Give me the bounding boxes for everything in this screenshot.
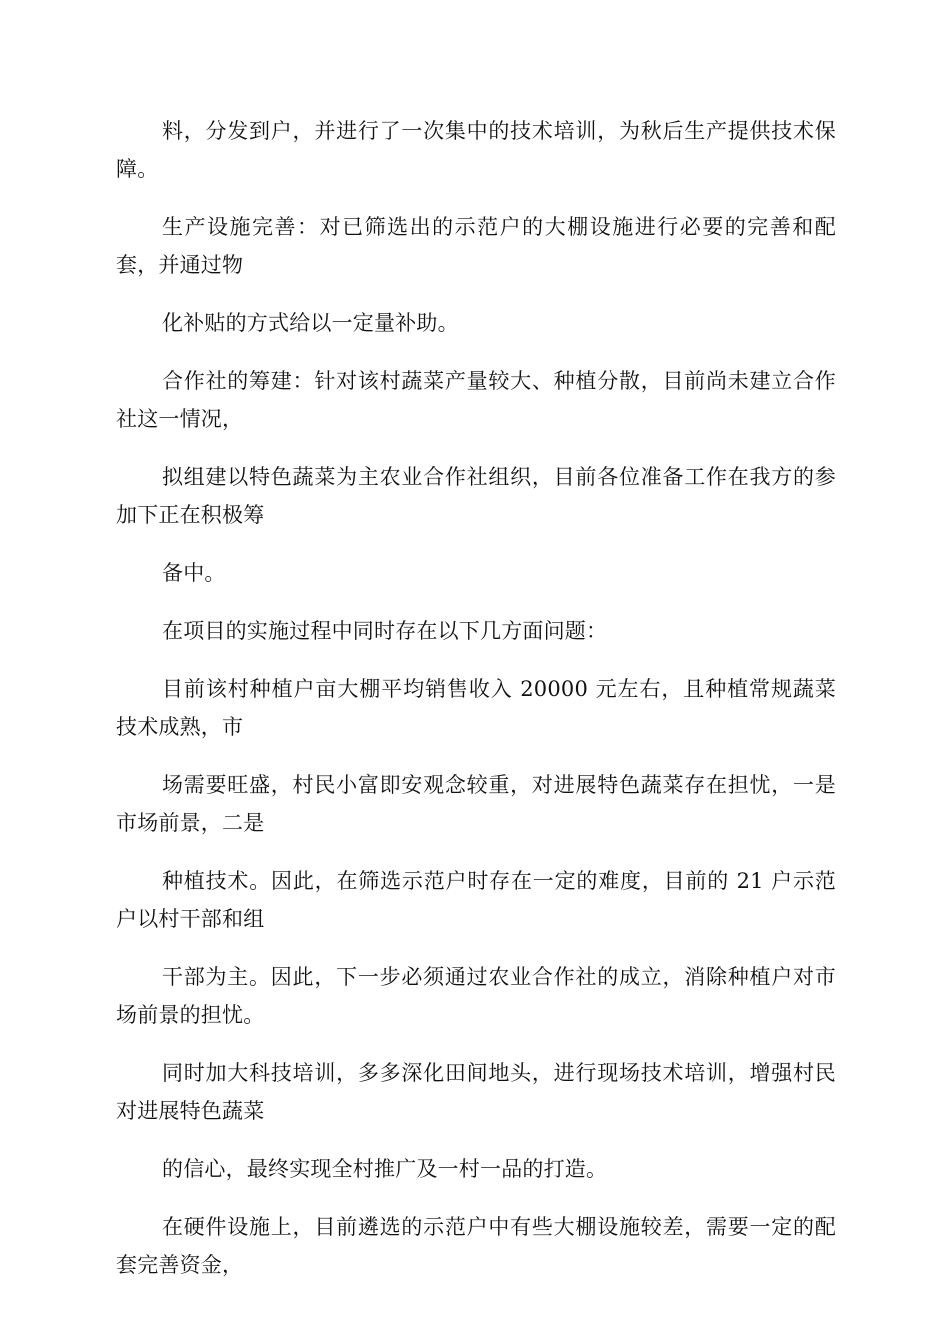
paragraph-13: 的信心，最终实现全村推广及一村一品的打造。 (162, 1157, 608, 1181)
paragraph-5: 拟组建以特色蔬菜为主农业合作社组织，目前各位准备工作在我方的参加下正在积极筹 (116, 465, 836, 527)
paragraph-3: 化补贴的方式给以一定量补助。 (162, 311, 459, 335)
document-page (116, 112, 836, 1284)
paragraph-9: 场需要旺盛，村民小富即安观念较重，对进展特色蔬菜存在担忧，一是市场前景，二是 (116, 773, 836, 835)
paragraph-1: 料，分发到户，并进行了一次集中的技术培训，为秋后生产提供技术保障。 (116, 119, 836, 181)
paragraph-6: 备中。 (162, 561, 226, 585)
paragraph-2: 生产设施完善：对已筛选出的示范户的大棚设施进行必要的完善和配套，并通过物 (116, 215, 836, 277)
paragraph-7: 在项目的实施过程中同时存在以下几方面问题： (162, 619, 608, 643)
paragraph-4: 合作社的筹建：针对该村蔬菜产量较大、种植分散，目前尚未建立合作社这一情况， (116, 369, 836, 431)
paragraph-10: 种植技术。因此，在筛选示范户时存在一定的难度，目前的 21 户示范户以村干部和组 (116, 869, 836, 931)
paragraph-12: 同时加大科技培训，多多深化田间地头，进行现场技术培训，增强村民对进展特色蔬菜 (116, 1061, 836, 1123)
paragraph-8: 目前该村种植户亩大棚平均销售收入 20000 元左右，且种植常规蔬菜技术成熟，市 (116, 677, 836, 739)
paragraph-11: 干部为主。因此，下一步必须通过农业合作社的成立，消除种植户对市场前景的担忧。 (116, 965, 836, 1027)
paragraph-14: 在硬件设施上，目前遴选的示范户中有些大棚设施较差，需要一定的配套完善资金， (116, 1215, 836, 1277)
